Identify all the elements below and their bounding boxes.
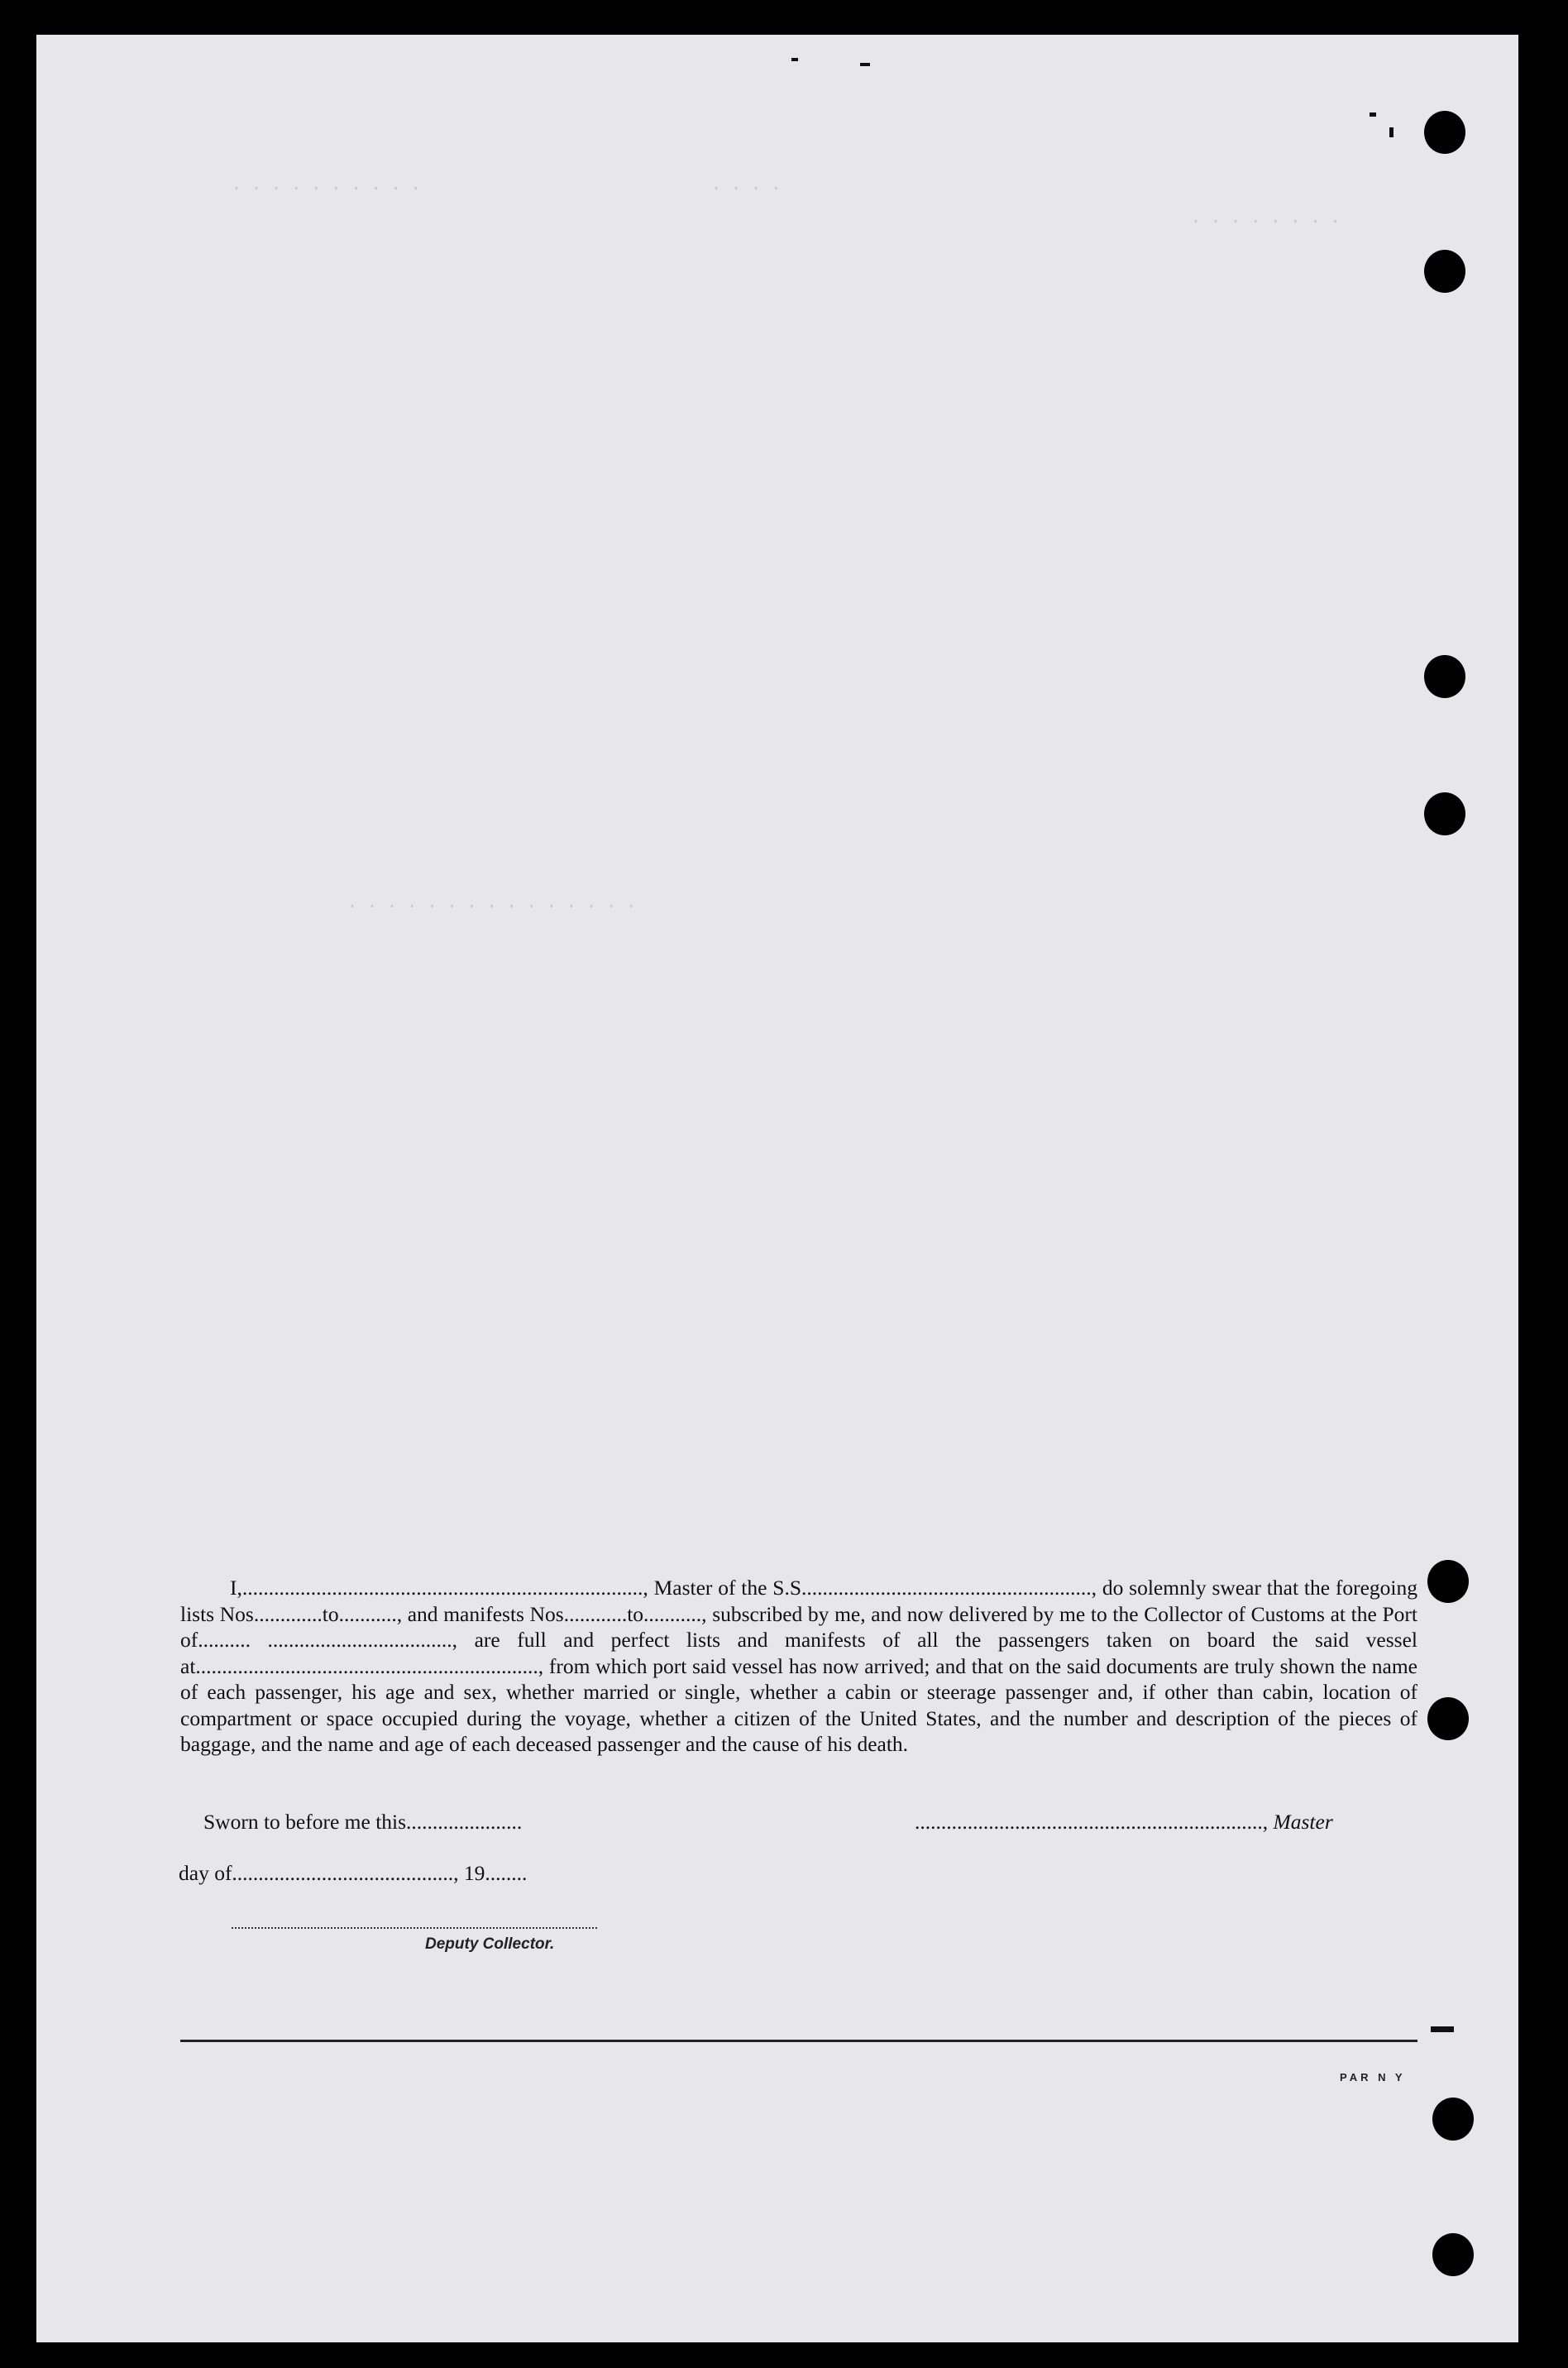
bottom-rule	[180, 2040, 1417, 2042]
speck	[791, 58, 798, 61]
punch-hole	[1424, 250, 1465, 293]
day-text: day of.........................................., 19........	[179, 1861, 528, 1885]
punch-hole	[1432, 2233, 1474, 2276]
punch-hole	[1427, 1560, 1469, 1603]
bleed-through-mark: . . . . . . . .	[1191, 207, 1341, 227]
speck	[1431, 2026, 1454, 2032]
deputy-collector-label: Deputy Collector.	[425, 1935, 555, 1953]
punch-hole	[1424, 111, 1465, 154]
punch-hole	[1427, 1697, 1469, 1740]
punch-hole	[1424, 655, 1465, 698]
oath-paragraph: I,............................................................................, Master of the S.S......................................................., do solemnly swear that the foregoing lists Nos.............to..........., and manifests Nos............to..........., subscribed by me, and now delivered by me to the Collector of Customs at the Port of.......... ..................................., are full and perfect lists and manifests of all the passengers taken on board the said vessel at................................................................., from which port said vessel has now arrived; and that on the said documents are truly shown the name of each passenger, his age and sex, whether married or single, whether a cabin or steerage passenger and, if other than cabin, location of compartment or space occupied during the voyage, whether a citizen of the United States, and the number and description of the pieces of baggage, and the name and age of each deceased passenger and the cause of his death.	[180, 1576, 1417, 1756]
bleed-through-mark: . . . . . . . . . . . . . . .	[347, 892, 637, 911]
speck	[1389, 127, 1394, 137]
master-label: Master	[1273, 1810, 1333, 1834]
bleed-through-mark: . . . .	[711, 174, 782, 194]
sworn-before-text: Sworn to before me this......................	[203, 1810, 523, 1834]
speck	[1370, 112, 1376, 117]
master-oath-section	[180, 1575, 1417, 1758]
punch-hole	[1424, 792, 1465, 835]
bleed-through-mark: . . . . . . . . . .	[232, 174, 421, 194]
printer-mark: PAR N Y	[1340, 2071, 1406, 2083]
speck	[860, 63, 870, 66]
punch-hole	[1432, 2098, 1474, 2141]
sworn-before-line	[203, 1810, 522, 1835]
form-page	[36, 35, 1518, 2342]
master-signature-dots: ..................................................................,	[915, 1810, 1269, 1834]
master-signature-line	[915, 1810, 1333, 1835]
day-line	[179, 1861, 527, 1886]
deputy-signature-line	[232, 1927, 597, 1929]
